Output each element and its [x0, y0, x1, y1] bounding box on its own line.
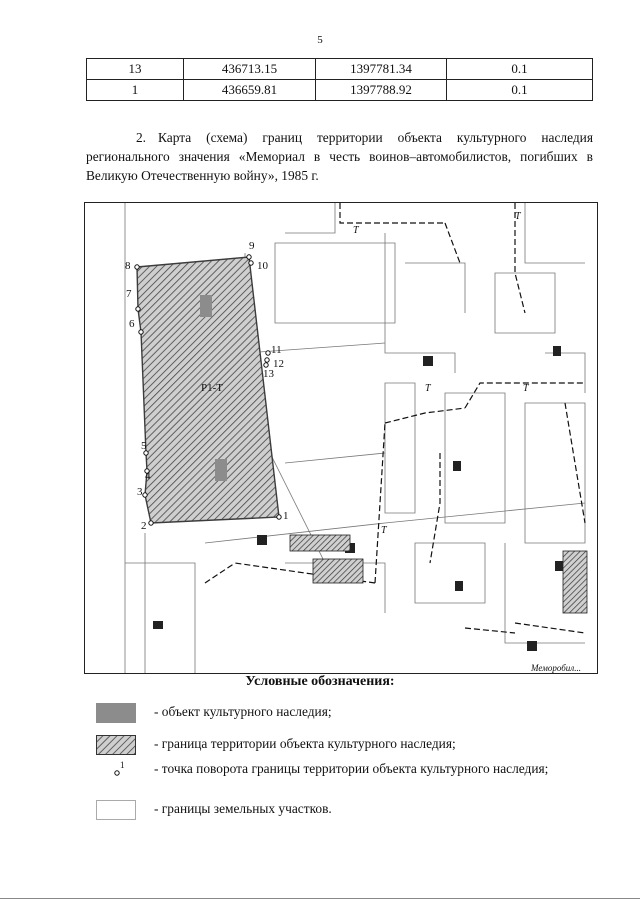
hatch-swatch	[96, 735, 136, 755]
table-cell: 436659.81	[184, 80, 316, 101]
point-label: 9	[249, 240, 255, 252]
street-label: Меморобил...	[531, 663, 581, 673]
marker-number: 1	[120, 760, 125, 770]
territory-label: Р1-Т	[201, 382, 223, 394]
page-number: 5	[317, 34, 323, 46]
legend-text: - точка поворота границы территории объекта культурного наследия;	[154, 761, 549, 776]
utility-label: Т	[353, 225, 359, 236]
point-label: 8	[125, 260, 131, 272]
heritage-object	[215, 459, 227, 481]
heritage-swatch	[96, 703, 136, 723]
point-label: 4	[145, 470, 151, 482]
table-cell: 0.1	[447, 59, 593, 80]
table-cell: 436713.15	[184, 59, 316, 80]
utility-label: Т	[381, 525, 387, 536]
legend-title: Условные обозначения:	[245, 674, 395, 689]
point-label: 13	[263, 368, 274, 380]
table-cell: 1397781.34	[316, 59, 447, 80]
paragraph-text: Карта (схема) границ территории объекта культурного наследия регионального значения «Мемориал в честь воинов–автомобилистов, погибших в Великую Отечественную войну», 1985 г.	[86, 130, 593, 183]
point-label: 7	[126, 288, 132, 300]
table-cell: 13	[87, 59, 184, 80]
point-label: 1	[283, 510, 289, 522]
hatched-grid-areas	[290, 535, 587, 613]
point-label: 3	[137, 486, 143, 498]
point-label: 5	[141, 440, 147, 452]
page-bottom-edge	[0, 898, 640, 899]
point-label: 12	[273, 358, 284, 370]
boundary-map	[84, 202, 598, 674]
paragraph-number: 2.	[135, 130, 146, 145]
legend-text: - граница территории объекта культурного наследия;	[154, 736, 456, 751]
point-label: 11	[271, 344, 282, 356]
table-cell: 0.1	[447, 80, 593, 101]
table-cell: 1397788.92	[316, 80, 447, 101]
heritage-object	[200, 295, 212, 317]
point-label: 2	[141, 520, 147, 532]
utility-label: Т	[523, 383, 529, 394]
utility-label: Т	[425, 383, 431, 394]
point-label: 10	[257, 260, 268, 272]
table-row	[87, 80, 593, 101]
land-plot-swatch	[96, 800, 136, 820]
table-cell: 1	[87, 80, 184, 101]
utility-label: Т	[515, 211, 521, 222]
map-drawing	[85, 203, 597, 673]
paragraph-2	[86, 128, 593, 185]
coordinates-table	[86, 58, 593, 101]
point-label: 6	[129, 318, 135, 330]
table-row	[87, 59, 593, 80]
legend-text: - границы земельных участков.	[154, 801, 332, 816]
legend-text: - объект культурного наследия;	[154, 704, 332, 719]
